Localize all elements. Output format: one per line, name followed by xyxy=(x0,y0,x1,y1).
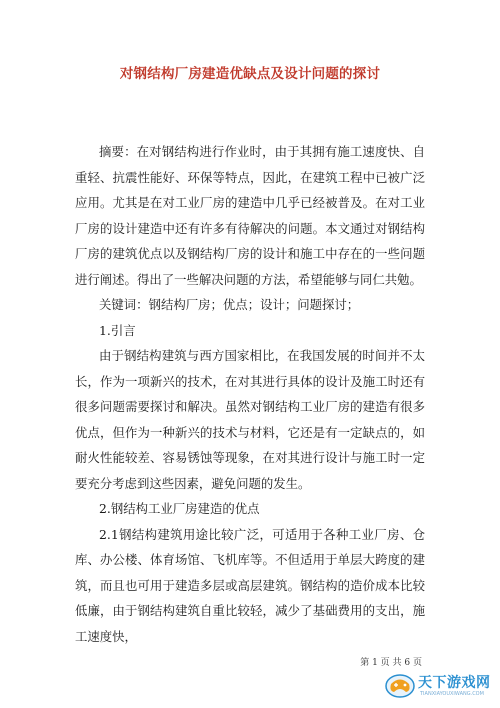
document-body xyxy=(75,139,425,649)
page-number-footer: 第 1 页 共 6 页 xyxy=(360,658,422,668)
watermark-text: 天下游戏网 xyxy=(418,675,491,691)
abstract-paragraph: 摘要：在对钢结构进行作业时，由于其拥有施工速度快、自重轻、抗震性能好、环保等特点，因此，在建筑工程中已被广泛应用。尤其是在对工业厂房的建造中几乎已经被普及。在对工业厂房的设计建造中还有许多有待解决的问题。本文通过对钢结构厂房的建筑优点以及钢结构厂房的设计和施工中存在的一些问题进行阐述。得出了一些解决问题的方法，希望能够与同仁共勉。 xyxy=(75,144,425,287)
document-title: 对钢结构厂房建造优缺点及设计问题的探讨 xyxy=(119,66,381,82)
keywords-paragraph: 关键词：钢结构厂房；优点；设计；问题探讨； xyxy=(99,297,360,312)
section-heading-introduction: 1.引言 xyxy=(99,322,136,338)
section-heading-advantages: 2.钢结构工业厂房建造的优点 xyxy=(99,501,260,516)
gamepad-logo-icon xyxy=(384,670,416,700)
introduction-paragraph: 由于钢结构建筑与西方国家相比，在我国发展的时间并不太长，作为一项新兴的技术，在对其进行具体的设计及施工时还有很多问题需要探讨和解决。虽然对钢结构工业厂房的建造有很多优点，但作为一种新兴的技术与材料，它还是有一定缺点的，如耐火性能较差、容易锈蚀等现象，在对其进行设计与施工时一定要充分考虑到这些因素，避免问题的发生。 xyxy=(75,348,425,491)
watermark-subtext: TIANXIAYOUXIWANG.COM xyxy=(420,691,484,697)
watermark-logo xyxy=(384,670,494,702)
advantages-paragraph: 2.1钢结构建筑用途比较广泛，可适用于各种工业厂房、仓库、办公楼、体育场馆、飞机库等。不但适用于单层大跨度的建筑，而且也可用于建造多层或高层建筑。钢结构的造价成本比较低廉，由于钢结构建筑自重比较轻，减少了基础费用的支出，施工速度快， xyxy=(75,526,425,644)
